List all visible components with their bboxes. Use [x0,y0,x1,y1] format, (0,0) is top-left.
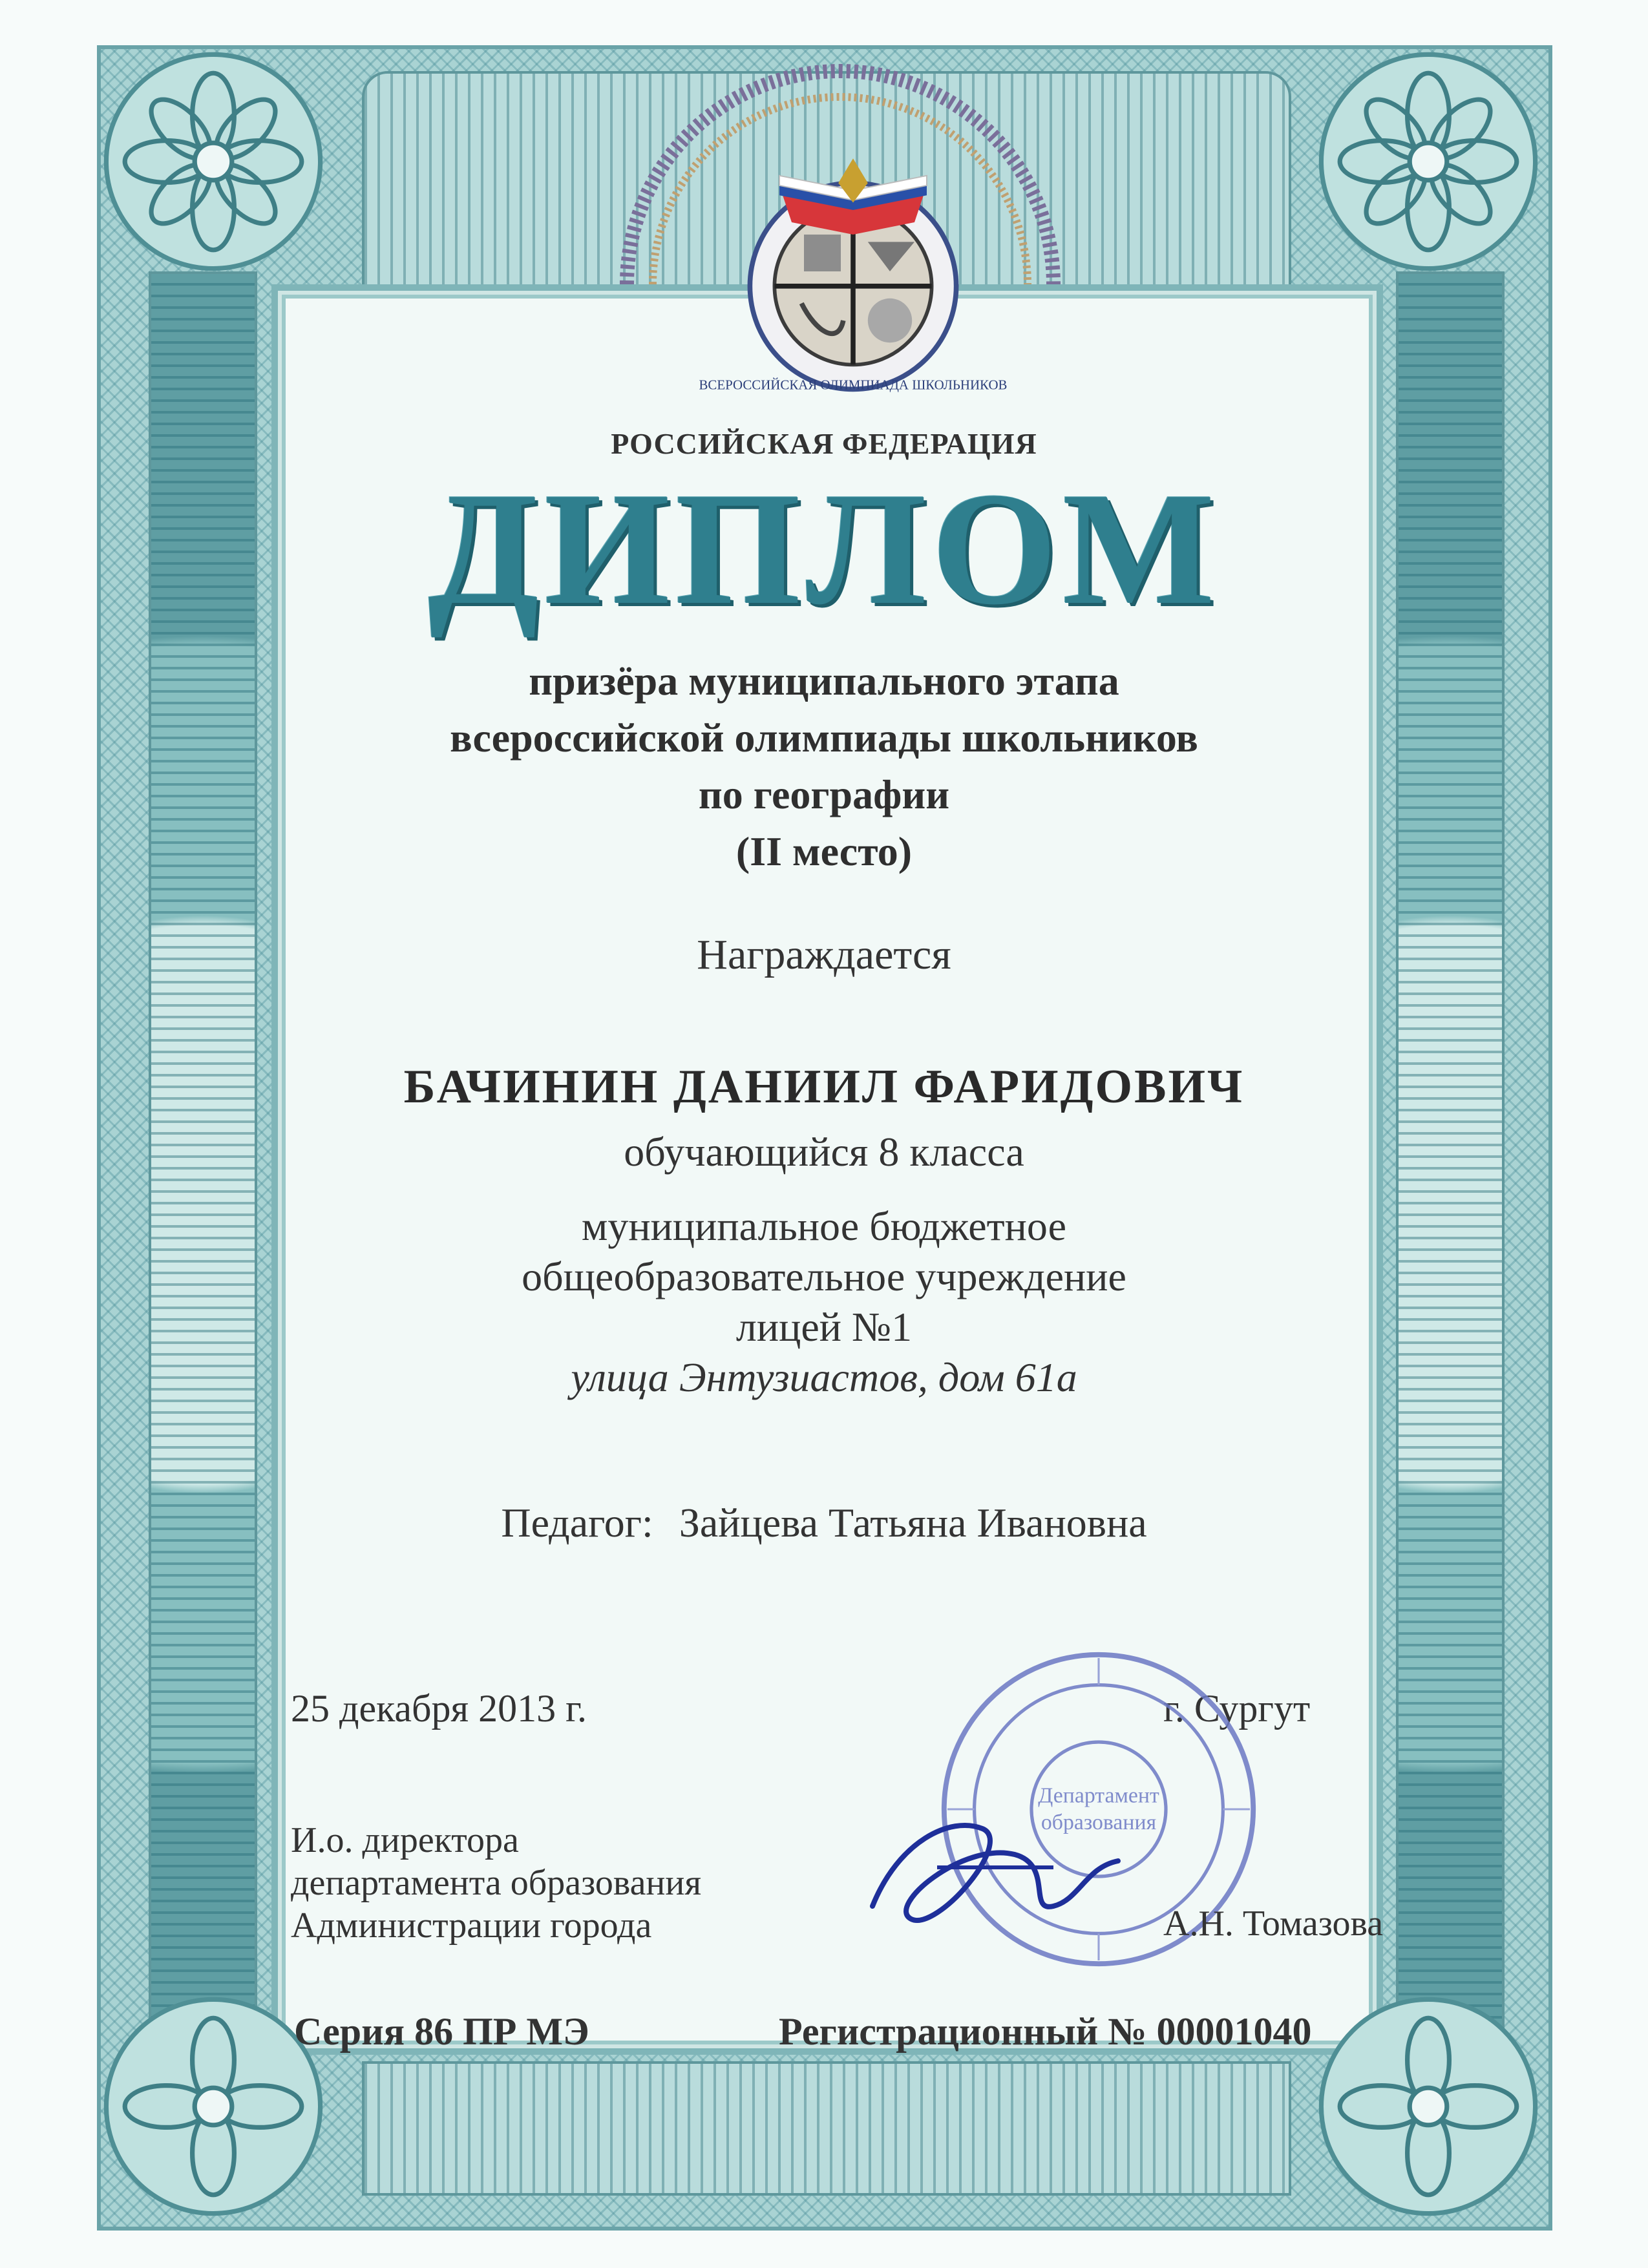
position-line-2: департамента образования [291,1863,702,1903]
bottom-ornament-band [362,2061,1291,2196]
olympiad-emblem-icon [699,149,1008,394]
subtitle-line-2: всероссийской олимпиады школьников [450,715,1198,761]
registration-number: Регистрационный № 00001040 [779,2010,1312,2053]
school-line-1: муниципальное бюджетное [581,1203,1067,1249]
position-line-3: Администрации города [291,1906,652,1946]
school-line-2: общеобразовательное учреждение [522,1254,1126,1299]
subject-line: по географии [698,772,950,817]
position-line-1: И.о. директора [291,1820,519,1860]
stamp-center-line-1: Департамент [1038,1783,1159,1808]
teacher-name: Зайцева Татьяна Ивановна [679,1500,1147,1546]
issue-city: г. Сургут [1163,1687,1311,1730]
teacher-label: Педагог: [501,1500,653,1546]
stamp-center-line-2: образования [1041,1811,1157,1835]
recipient-name: БАЧИНИН ДАНИИЛ ФАРИДОВИЧ [403,1060,1245,1113]
school-address: улица Энтузиастов, дом 61а [571,1354,1077,1400]
subtitle-line-1: призёра муниципального этапа [529,658,1119,704]
country-heading: РОССИЙСКАЯ ФЕДЕРАЦИЯ [611,427,1037,460]
corner-rosette-icon [1312,1990,1545,2223]
corner-rosette-icon [97,45,330,278]
handwritten-signature [860,1790,1157,1958]
awarded-label: Награждается [697,931,951,978]
recipient-grade: обучающийся 8 класса [624,1129,1024,1175]
teacher-line [0,1499,1648,1547]
signer-name: А.Н. Томазова [1163,1904,1384,1944]
corner-rosette-icon [1312,45,1545,278]
signatory-position [291,1819,701,1947]
series-number: Серия 86 ПР МЭ [294,2010,589,2053]
place-line: (II место) [735,828,913,874]
diploma-title: ДИПЛОМ [428,459,1220,638]
emblem-ring-text: ВСЕРОССИЙСКАЯ ОЛИМПИАДА ШКОЛЬНИКОВ [699,377,1008,393]
school-line-3: лицей №1 [735,1304,913,1350]
issue-date: 25 декабря 2013 г. [291,1687,587,1730]
